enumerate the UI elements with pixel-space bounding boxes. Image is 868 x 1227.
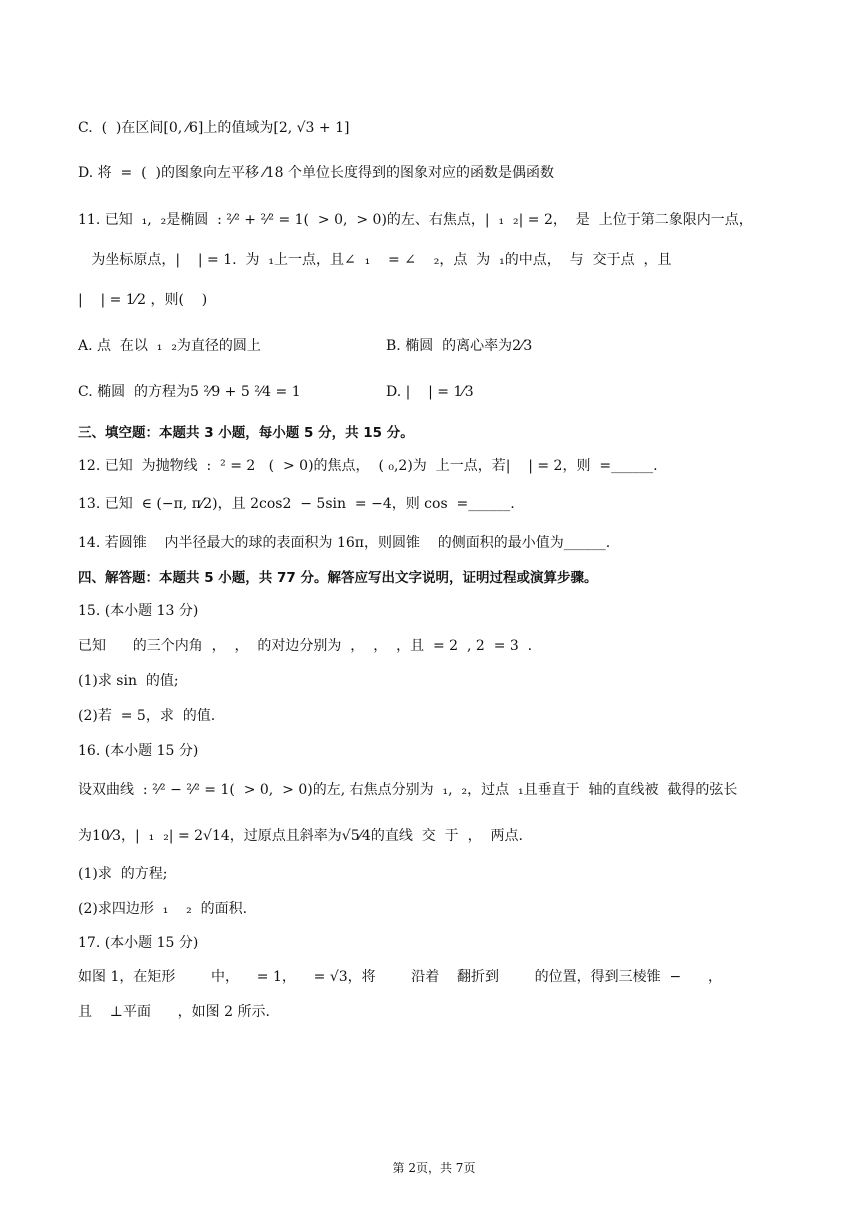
question-16-stem-1: 设双曲线 : ²⁄² − ²⁄² = 1( > 0, > 0)的左, 右焦点分别为 ₁, ₂，过点 ₁且垂直于 轴的直线被 截得的弦长 (78, 782, 738, 798)
question-16-header: 16. (本小题 15 分) (78, 743, 199, 759)
question-16-part-1: (1)求 的方程; (78, 866, 168, 882)
section-heading-solutions: 四、解答题：本题共 5 小题，共 77 分。解答应写出文字说明，证明过程或演算步骤。 (78, 570, 598, 586)
question-15-header: 15. (本小题 13 分) (78, 603, 199, 619)
question-15-stem: 已知 的三个内角 ， ， 的对边分别为 ， ， ，且 = 2 , 2 = 3 . (78, 638, 533, 654)
question-13: 13. 已知 ∈ (−π, π⁄2)，且 2cos2 − 5sin = −4，则 cos =______. (78, 496, 515, 512)
section-heading-fill-in: 三、填空题：本题共 3 小题，每小题 5 分，共 15 分。 (78, 425, 414, 441)
question-11-line-2: 为坐标原点，| | = 1. 为 ₁上一点，且∠ ₁ = ∠ ₂，点 为 ₁的中点， 与 交于点 ，且 (78, 252, 672, 268)
option-c-q10: C. ( )在区间[0, ⁄6]上的值域为[2, √3 + 1] (78, 120, 350, 136)
question-17-stem-2: 且 ⊥平面 ，如图 2 所示. (78, 1004, 270, 1020)
page-number-footer: 第 2页，共 7页 (392, 1161, 476, 1175)
question-14: 14. 若圆锥 内半径最大的球的表面积为 16π，则圆锥 的侧面积的最小值为______. (78, 535, 611, 551)
question-15-part-2: (2)若 = 5，求 的值. (78, 708, 216, 724)
question-16-stem-2: 为10⁄3，| ₁ ₂| = 2√14，过原点且斜率为√5⁄4的直线 交 于 ， 两点. (78, 828, 523, 844)
question-17-header: 17. (本小题 15 分) (78, 935, 199, 951)
question-11-line-3: | | = 1⁄2 ，则( ) (78, 292, 208, 308)
question-12: 12. 已知 为抛物线 : ² = 2 ( > 0)的焦点， ( ₀,2)为 上一点，若| | = 2，则 =______. (78, 458, 658, 474)
option-c-q11: C. 椭圆 的方程为5 ²⁄9 + 5 ²⁄4 = 1 (78, 384, 301, 400)
question-16-part-2: (2)求四边形 ₁ ₂ 的面积. (78, 901, 248, 917)
option-a-q11: A. 点 在以 ₁ ₂为直径的圆上 (78, 338, 261, 354)
option-d-q10: D. 将 = ( )的图象向左平移 ⁄18 个单位长度得到的图象对应的函数是偶函数 (78, 165, 555, 181)
option-d-q11: D. | | = 1⁄3 (386, 384, 474, 400)
question-17-stem-1: 如图 1，在矩形 中， = 1， = √3，将 沿着 翻折到 的位置，得到三棱锥 − ， (78, 969, 722, 985)
question-11-line-1: 11. 已知 ₁, ₂是椭圆 : ²⁄² + ²⁄² = 1( > 0, > 0)的左、右焦点，| ₁ ₂| = 2， 是 上位于第二象限内一点， (78, 212, 753, 228)
question-15-part-1: (1)求 sin 的值; (78, 673, 179, 689)
option-b-q11: B. 椭圆 的离心率为2⁄3 (386, 338, 533, 354)
